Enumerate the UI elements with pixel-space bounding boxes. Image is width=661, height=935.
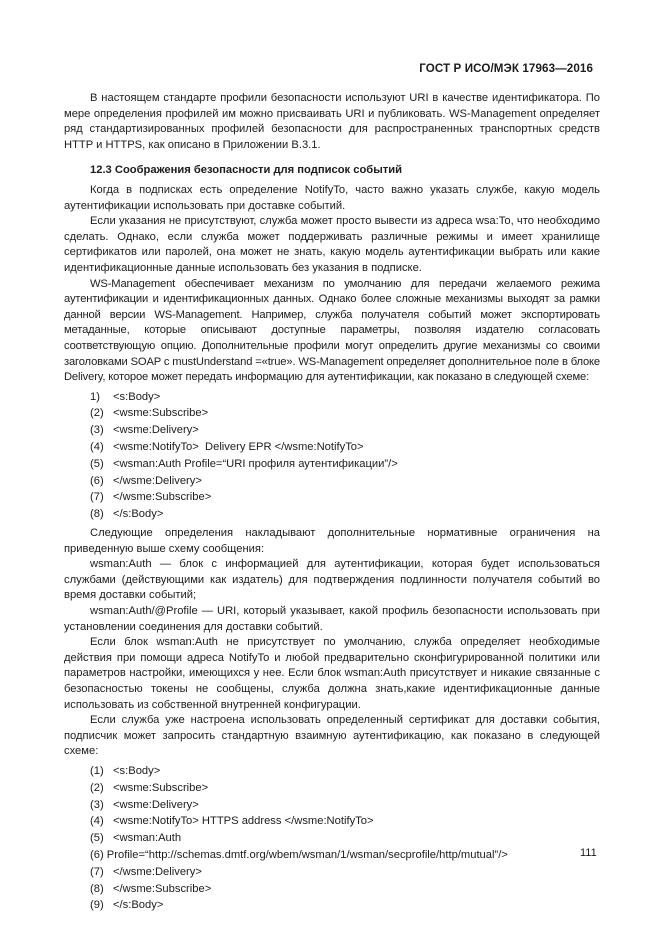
body-paragraph: Если указания не присутствуют, служба может просто вывести из адреса wsa:To, что необходимо сделать. Однако, если служба может поддерживать различные режимы и имеет хранилище сертификатов или паролей, она может не знать, какую модель аутентификации выбрать или какие идентификационные данные использовать без указания в подписке. xyxy=(64,215,600,274)
line-number: (6) xyxy=(90,848,104,861)
code-line xyxy=(90,780,600,797)
code-line xyxy=(90,864,600,881)
line-number: (2) xyxy=(90,781,104,794)
code-text: <wsman:Auth xyxy=(113,832,182,845)
code-line xyxy=(90,473,600,490)
page-number: 111 xyxy=(580,847,597,859)
code-line xyxy=(90,489,600,506)
definition-profile: wsman:Auth/@Profile — URI, который указывает, какой профиль безопасности использовать при установлении соединения для доставки событий. xyxy=(64,605,600,633)
code-line xyxy=(90,881,600,898)
code-line xyxy=(90,456,600,473)
code-text: <wsme:Subscribe> xyxy=(113,407,209,420)
section-heading: 12.3 Соображения безопасности для подписок событий xyxy=(90,164,402,177)
code-line xyxy=(90,439,600,456)
line-number: 1) xyxy=(90,390,100,403)
code-line xyxy=(90,506,600,523)
definition-auth: wsman:Auth — блок с информацией для аутентификации, которая будет использоваться службами (действующими как издатель) для подтверждения подлинности получателя событий во время доставки событий; xyxy=(64,558,600,602)
line-number: (3) xyxy=(90,798,104,811)
code-text: <s:Body> xyxy=(113,764,161,777)
standard-header: ГОСТ Р ИСО/МЭК 17963—2016 xyxy=(419,62,593,75)
line-number: (2) xyxy=(90,407,104,420)
line-number: (8) xyxy=(90,882,104,895)
code-text: </wsme:Subscribe> xyxy=(113,491,212,504)
code-listing-2 xyxy=(64,763,600,914)
code-line xyxy=(90,897,600,914)
code-text: </wsme:Delivery> xyxy=(113,865,202,878)
code-line xyxy=(90,830,600,847)
body-paragraph: Если блок wsman:Auth не присутствует по умолчанию, служба определяет необходимые действия при помощи адреса NotifyTo и любой предварительно сконфигурированной политики или параметров настройки, имеющихся у нее. Если блок wsman:Auth присутствует и никакие связанные с безопасностью токены не сообщены, служба должна знать,какие идентификационные данные использовать из собственной внутренней конфигурации. xyxy=(64,636,600,711)
code-text: </s:Body> xyxy=(113,899,164,912)
line-number: (9) xyxy=(90,899,104,912)
line-number: (6) xyxy=(90,474,104,487)
code-text: </s:Body> xyxy=(113,508,164,521)
code-line xyxy=(90,405,600,422)
code-text: <wsman:Auth Profile=“URI профиля аутентификации”/> xyxy=(113,457,398,470)
line-number: (3) xyxy=(90,424,104,437)
code-text: <s:Body> xyxy=(113,390,161,403)
line-number: (4) xyxy=(90,441,104,454)
code-text: <wsme:Subscribe> xyxy=(113,781,209,794)
code-text: Profile=“http://schemas.dmtf.org/wbem/wsman/1/wsman/secprofile/http/mutual”/> xyxy=(106,848,508,861)
line-number: (8) xyxy=(90,508,104,521)
code-line xyxy=(90,422,600,439)
body-paragraph: Когда в подписках есть определение NotifyTo, часто важно указать службе, какую модель аутентификации использовать при доставке событий. xyxy=(64,183,600,212)
line-number: (4) xyxy=(90,815,104,828)
document-body xyxy=(64,91,600,917)
code-text: <wsme:NotifyTo> HTTPS address </wsme:NotifyTo> xyxy=(113,815,374,828)
code-text: <wsme:Delivery> xyxy=(113,798,199,811)
code-listing-1 xyxy=(64,389,600,523)
code-text: <wsme:Delivery> xyxy=(113,424,199,437)
code-line xyxy=(90,763,600,780)
line-number: (5) xyxy=(90,832,104,845)
line-number: (7) xyxy=(90,491,104,504)
code-line xyxy=(90,797,600,814)
line-number: (5) xyxy=(90,457,104,470)
code-line xyxy=(90,813,600,830)
body-paragraph: WS-Management обеспечивает механизм по умолчанию для передачи желаемого режима аутентификации и идентификационных данных. Однако более сложные механизмы выходят за рамки данной версии WS-Management. Например, служба получателя событий может экспортировать метаданные, которые описывают доступные параметры, позволяя издателю согласовать соответствующую опцию. Дополнительные профили могут определить другие механизмы со своими заголовками SOAP с mustUnderstand =«true». WS-Management определяет дополнительное поле в блоке Delivery, которое может передать информацию для аутентификации, как показано в следующей схеме: xyxy=(64,277,600,384)
body-paragraph: Следующие определения накладывают дополнительные нормативные ограничения на приведенную выше схему сообщения: xyxy=(64,527,600,555)
line-number: (7) xyxy=(90,865,104,878)
code-text: </wsme:Delivery> xyxy=(113,474,202,487)
body-paragraph: Если служба уже настроена использовать определенный сертификат для доставки события, подписчик может запросить стандартную взаимную аутентификацию, как показано в следующей схеме: xyxy=(64,714,600,758)
code-text: <wsme:NotifyTo> Delivery EPR </wsme:NotifyTo> xyxy=(113,441,364,454)
code-line xyxy=(90,389,600,406)
code-text: </wsme:Subscribe> xyxy=(113,882,212,895)
intro-paragraph: В настоящем стандарте профили безопасности используют URI в качестве идентификатора. По мере определения профилей им можно присваивать URI и публиковать. WS-Management определяет ряд стандартизированных профилей безопасности для распространенных транспортных средств HTTP и HTTPS, как описано в Приложении В.3.1. xyxy=(64,92,600,151)
line-number: (1) xyxy=(90,764,104,777)
code-line xyxy=(90,847,600,864)
